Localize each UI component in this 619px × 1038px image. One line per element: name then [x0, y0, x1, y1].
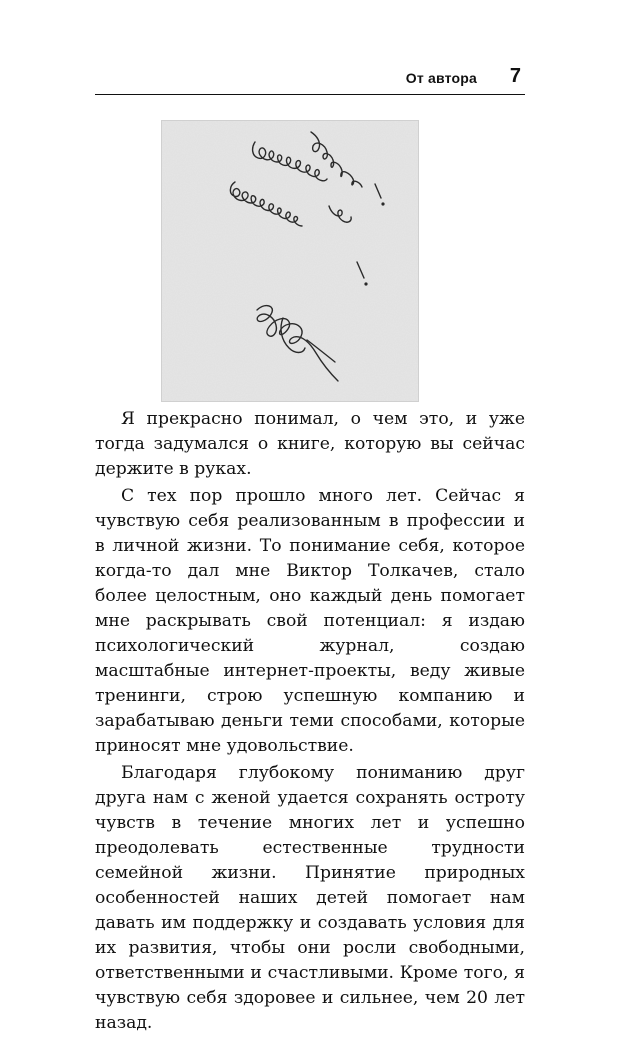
paragraph-1: Я прекрасно понимал, о чем это, и уже тогда задумался о книге, которую вы сейчас держите в руках.	[95, 409, 525, 479]
paragraph-3: Благодаря глубокому пониманию друг друга нам с женой удается сохранять остроту чувств в течение многих лет и успешно преодолевать естественные трудности семейной жизни. Принятие природных особенностей наших детей помогает нам давать им поддержку и создавать условия для их развития, чтобы они росли свободными, ответственными и счастливыми. Кроме того, я чувствую себя здоровее и сильнее, чем 20 лет назад.	[95, 763, 525, 1033]
running-head	[95, 66, 525, 95]
running-title: От автора	[405, 70, 477, 86]
paragraph-2: С тех пор прошло много лет. Сейчас я чувствую себя реализованным в профессии и в личной жизни. То понимание себя, которое когда-то дал мне Виктор Толкачев, стало более целостным, оно каждый день помогает мне раскрывать свой потенциал: я издаю психологический журнал, создаю масштабные интернет-проекты, веду живые тренинги, строю успешную компанию и зарабатываю деньги теми способами, которые приносят мне удовольствие.	[95, 486, 525, 756]
body-text	[95, 407, 525, 1038]
handwriting-image	[161, 120, 419, 402]
handwritten-note-photo	[161, 120, 419, 402]
page-number: 7	[509, 65, 521, 87]
